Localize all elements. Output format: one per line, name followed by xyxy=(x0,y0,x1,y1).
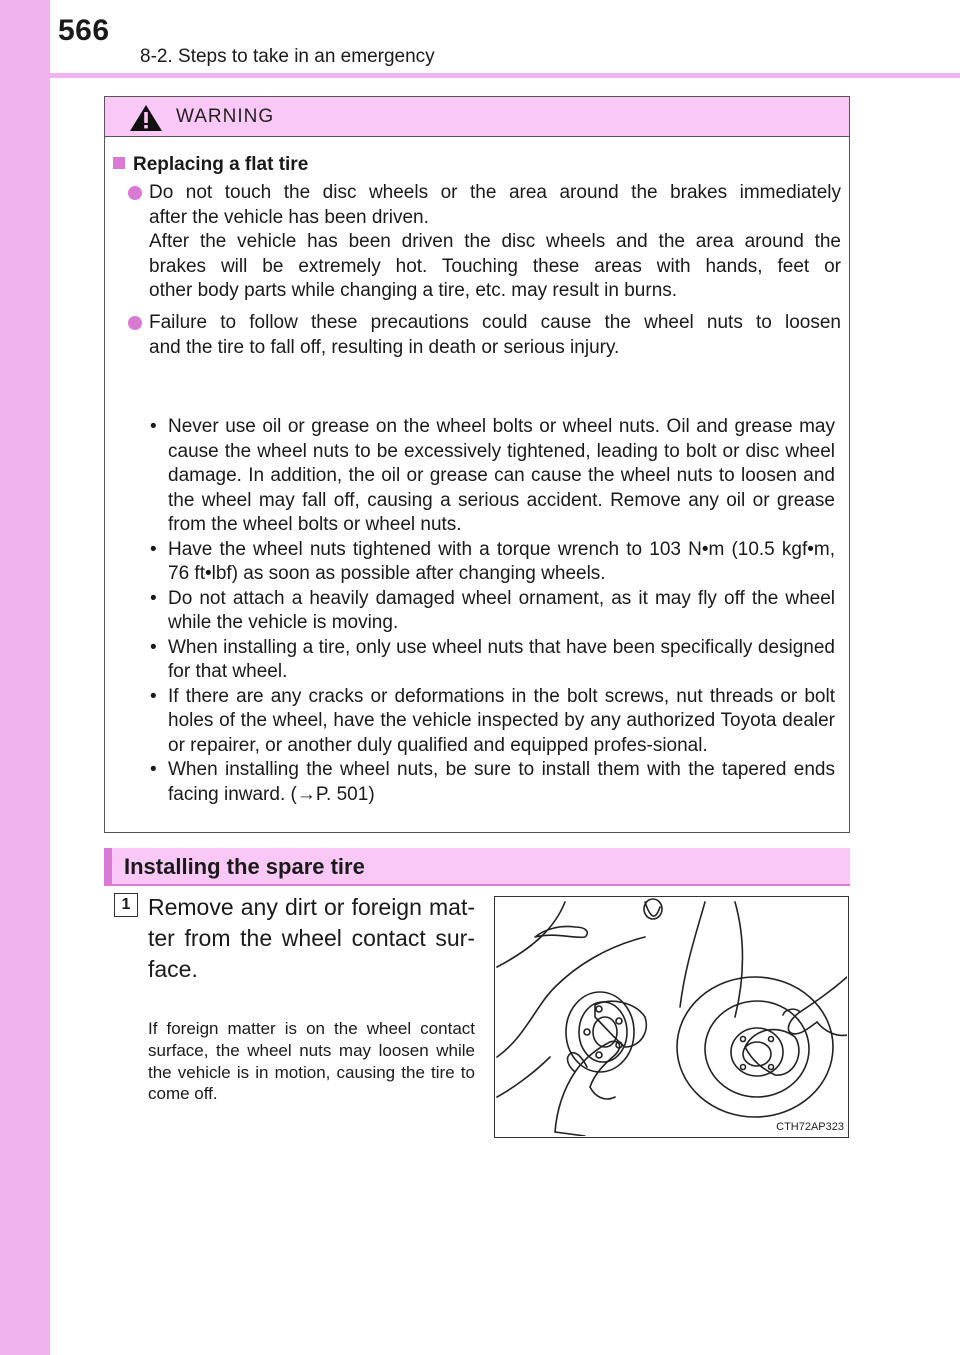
list-item: • When installing a tire, only use wheel nuts that have been specifically designed for that wheel. xyxy=(150,636,835,682)
step-instruction: Remove any dirt or foreign mat-ter from the wheel contact sur-face. xyxy=(148,894,475,982)
circle-bullet-icon xyxy=(128,316,142,330)
list-item: • When installing the wheel nuts, be sure to install them with the tapered ends facing inward. (→P. 501) xyxy=(150,759,835,805)
warning-heading-text: Replacing a flat tire xyxy=(133,154,309,175)
list-item: • Never use oil or grease on the wheel bolts or wheel nuts. Oil and grease may cause the wheel nuts to be excessively tightened, leading to bolt or disc wheel damage. In addition, the oil or grease can cause the wheel nuts to loosen and the wheel may fall off, causing a serious accident. Remove any oil or grease from the wheel bolts or wheel nuts. xyxy=(150,416,835,535)
warning-body xyxy=(105,138,849,832)
square-bullet-icon xyxy=(113,157,125,169)
installing-spare-tire-heading xyxy=(104,848,850,886)
warning-paragraph-2 xyxy=(128,311,841,360)
text-line: Do not touch the disc wheels or the area around the brakes immediately xyxy=(149,182,841,203)
list-item: • Do not attach a heavily damaged wheel ornament, as it may fly off the wheel while the vehicle is moving. xyxy=(150,587,835,633)
text-line: other body parts while changing a tire, etc. may result in burns. xyxy=(149,280,678,302)
warning-header xyxy=(105,97,849,137)
list-item: • Have the wheel nuts tightened with a torque wrench to 103 N•m (10.5 kgf•m, 76 ft•lbf) as soon as possible after changing wheels. xyxy=(150,538,835,584)
step-note: If foreign matter is on the wheel contact surface, the wheel nuts may loosen while the vehicle is in motion, causing the tire to come off. xyxy=(148,1019,475,1104)
heading-text: Installing the spare tire xyxy=(124,854,365,879)
page-number: 566 xyxy=(58,14,110,47)
figure-code: CTH72AP323 xyxy=(776,1121,844,1133)
warning-label: WARNING xyxy=(176,106,275,127)
text-line: after the vehicle has been driven. xyxy=(149,206,429,228)
spare-tire-illustration xyxy=(494,896,849,1138)
left-margin-strip xyxy=(0,0,50,1355)
step-number-badge: 1 xyxy=(114,893,138,917)
circle-bullet-icon xyxy=(128,186,142,200)
warning-box xyxy=(104,96,850,833)
header-rule xyxy=(0,73,960,78)
text-line: After the vehicle has been driven the disc wheels and the area around the xyxy=(149,231,841,253)
list-item: • If there are any cracks or deformations in the bolt screws, nut threads or bolt holes of the wheel, have the vehicle inspected by any authorized Toyota dealer or repairer, or another duly qualified and equipped profes-sional. xyxy=(150,685,835,756)
text-line: Failure to follow these precautions could cause the wheel nuts to loosen xyxy=(149,312,841,333)
cleaning-wheel-illustration xyxy=(495,897,847,1136)
precaution-list xyxy=(150,415,835,807)
warning-paragraph-1 xyxy=(128,181,841,304)
section-title: 8-2. Steps to take in an emergency xyxy=(140,46,435,67)
warning-triangle-icon xyxy=(129,104,163,132)
text-line: and the tire to fall off, resulting in death or serious injury. xyxy=(149,336,620,358)
text-line: brakes will be extremely hot. Touching these areas with hands, feet or xyxy=(149,255,841,277)
warning-heading xyxy=(113,154,308,176)
